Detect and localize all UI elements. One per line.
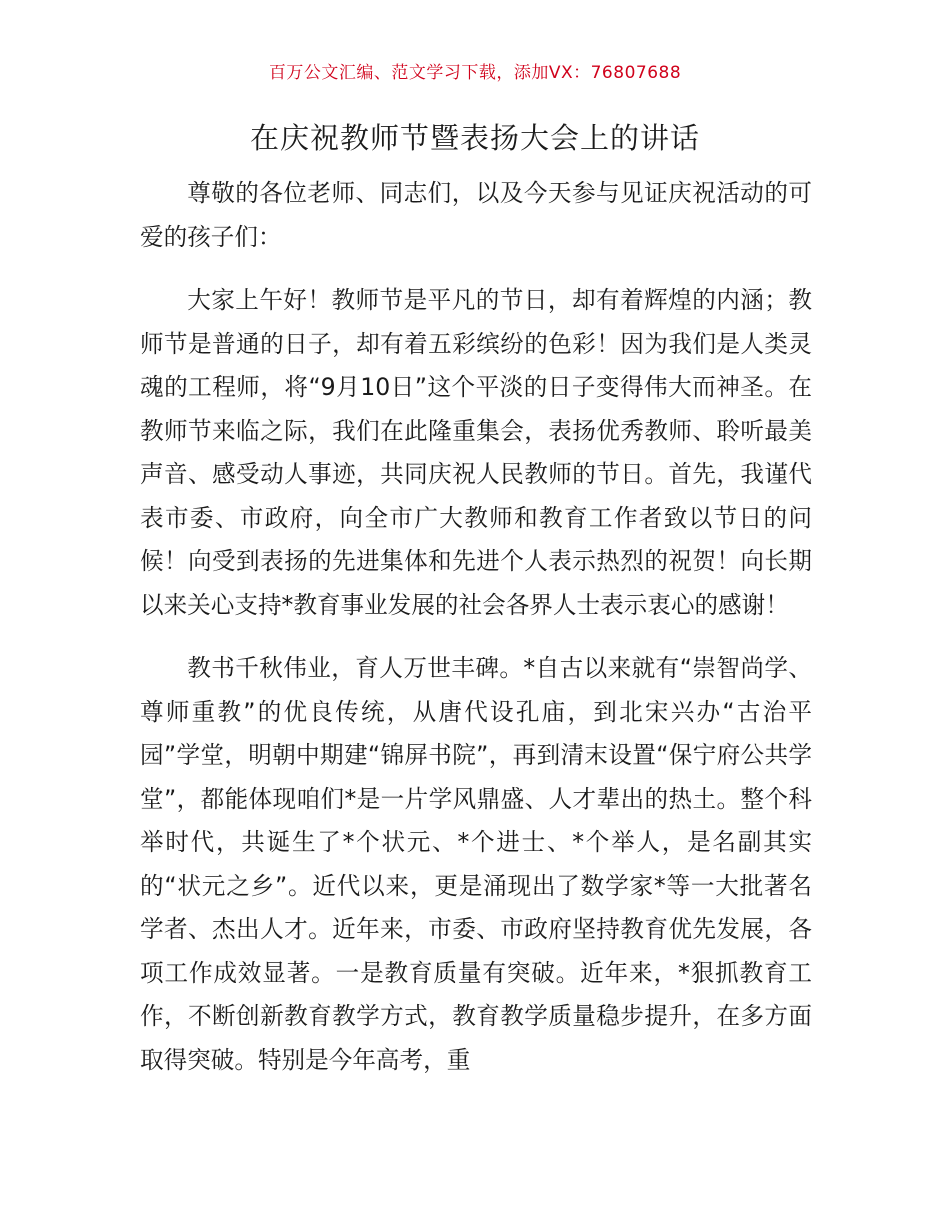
body-paragraph: 大家上午好！教师节是平凡的节日，却有着辉煌的内涵；教师节是普通的日子，却有着五彩缤纷的色彩！因为我们是人类灵魂的工程师，将“9月10日”这个平淡的日子变得伟大而神圣。在教师节来临之际，我们在此隆重集会，表扬优秀教师、聆听最美声音、感受动人事迹，共同庆祝人民教师的节日。首先，我谨代表市委、市政府，向全市广大教师和教育工作者致以节日的问候！向受到表扬的先进集体和先进个人表示热烈的祝贺！向长期以来关心支持*教育事业发展的社会各界人士表示衷心的感谢！ [140,286,812,619]
watermark-header: 百万公文汇编、范文学习下载，添加VX：76807688 [268,63,682,83]
salutation-paragraph: 尊敬的各位老师、同志们，以及今天参与见证庆祝活动的可爱的孩子们： [140,179,812,251]
body-paragraph: 教书千秋伟业，育人万世丰碑。*自古以来就有“崇智尚学、尊师重教”的优良传统，从唐代设孔庙，到北宋兴办“古治平园”学堂，明朝中期建“锦屏书院”，再到清末设置“保宁府公共学堂”，都能体现咱们*是一片学风鼎盛、人才辈出的热土。整个科举时代，共诞生了*个状元、*个进士、*个举人，是名副其实的“状元之乡”。近代以来，更是涌现出了数学家*等一大批著名学者、杰出人才。近年来，市委、市政府坚持教育优先发展，各项工作成效显著。一是教育质量有突破。近年来，*狠抓教育工作，不断创新教育教学方式，教育教学质量稳步提升，在多方面取得突破。特别是今年高考，重 [140,654,812,1074]
document-title: 在庆祝教师节暨表扬大会上的讲话 [249,121,700,155]
document-body [140,172,812,1102]
